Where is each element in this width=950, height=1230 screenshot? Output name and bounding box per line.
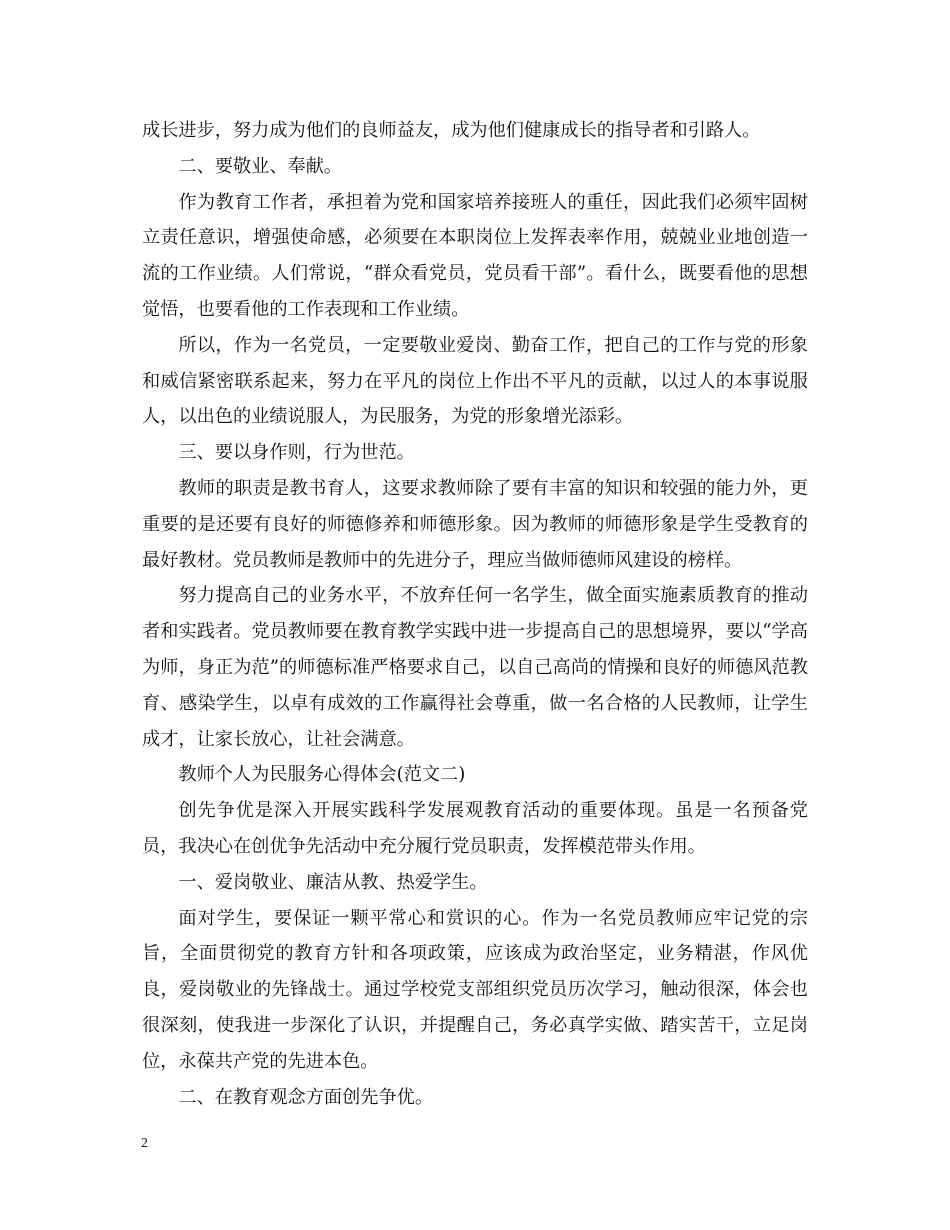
paragraph: 面对学生，要保证一颗平常心和赏识的心。作为一名党员教师应牢记党的宗旨，全面贯彻党的教育方针和各项政策，应该成为政治坚定，业务精湛，作风优良，爱岗敬业的先锋战士。通过学校党支部组织党员历次学习，触动很深，体会也很深刻，使我进一步深化了认识，并提醒自己，务必真学实做、踏实苦干，立足岗位，永葆共产党的先进本色。 xyxy=(142,907,808,1072)
paragraph: 努力提高自己的业务水平，不放弃任何一名学生，做全面实施素质教育的推动者和实践者。党员教师要在教育教学实践中进一步提高自己的思想境界，要以“学高为师，身正为范”的师德标准严格要求自己，以自己高尚的情操和良好的师德风范教育、感染学生，以卓有成效的工作赢得社会尊重，做一名合格的人民教师，让学生成才，让家长放心，让社会满意。 xyxy=(142,585,808,750)
section-heading: 二、在教育观念方面创先争优。 xyxy=(178,1086,434,1108)
paragraph: 创先争优是深入开展实践科学发展观教育活动的重要体现。虽是一名预备党员，我决心在创优争先活动中充分履行党员职责，发挥模范带头作用。 xyxy=(142,800,808,857)
paragraph: 作为教育工作者，承担着为党和国家培养接班人的重任，因此我们必须牢固树立责任意识，增强使命感，必须要在本职岗位上发挥表率作用，兢兢业业地创造一流的工作业绩。人们常说，“群众看党员，党员看干部”。看什么，既要看他的思想觉悟，也要看他的工作表现和工作业绩。 xyxy=(142,191,808,320)
section-heading: 二、要敬业、奉献。 xyxy=(178,155,343,177)
document-body xyxy=(142,113,808,1115)
section-heading: 一、爱岗敬业、廉洁从教、热爱学生。 xyxy=(178,871,488,893)
page-number: 2 xyxy=(141,1136,148,1151)
section-heading: 三、要以身作则，行为世范。 xyxy=(178,442,415,464)
article-title: 教师个人为民服务心得体会(范文二) xyxy=(178,764,466,786)
paragraph: 所以，作为一名党员，一定要敬业爱岗、勤奋工作，把自己的工作与党的形象和威信紧密联系起来，努力在平凡的岗位上作出不平凡的贡献，以过人的本事说服人，以出色的业绩说服人，为民服务，为党的形象增光添彩。 xyxy=(142,334,808,428)
paragraph: 成长进步，努力成为他们的良师益友，成为他们健康成长的指导者和引路人。 xyxy=(142,120,761,141)
paragraph: 教师的职责是教书育人，这要求教师除了要有丰富的知识和较强的能力外，更重要的是还要有良好的师德修养和师德形象。因为教师的师德形象是学生受教育的最好教材。党员教师是教师中的先进分子，理应当做师德师风建设的榜样。 xyxy=(142,477,808,571)
